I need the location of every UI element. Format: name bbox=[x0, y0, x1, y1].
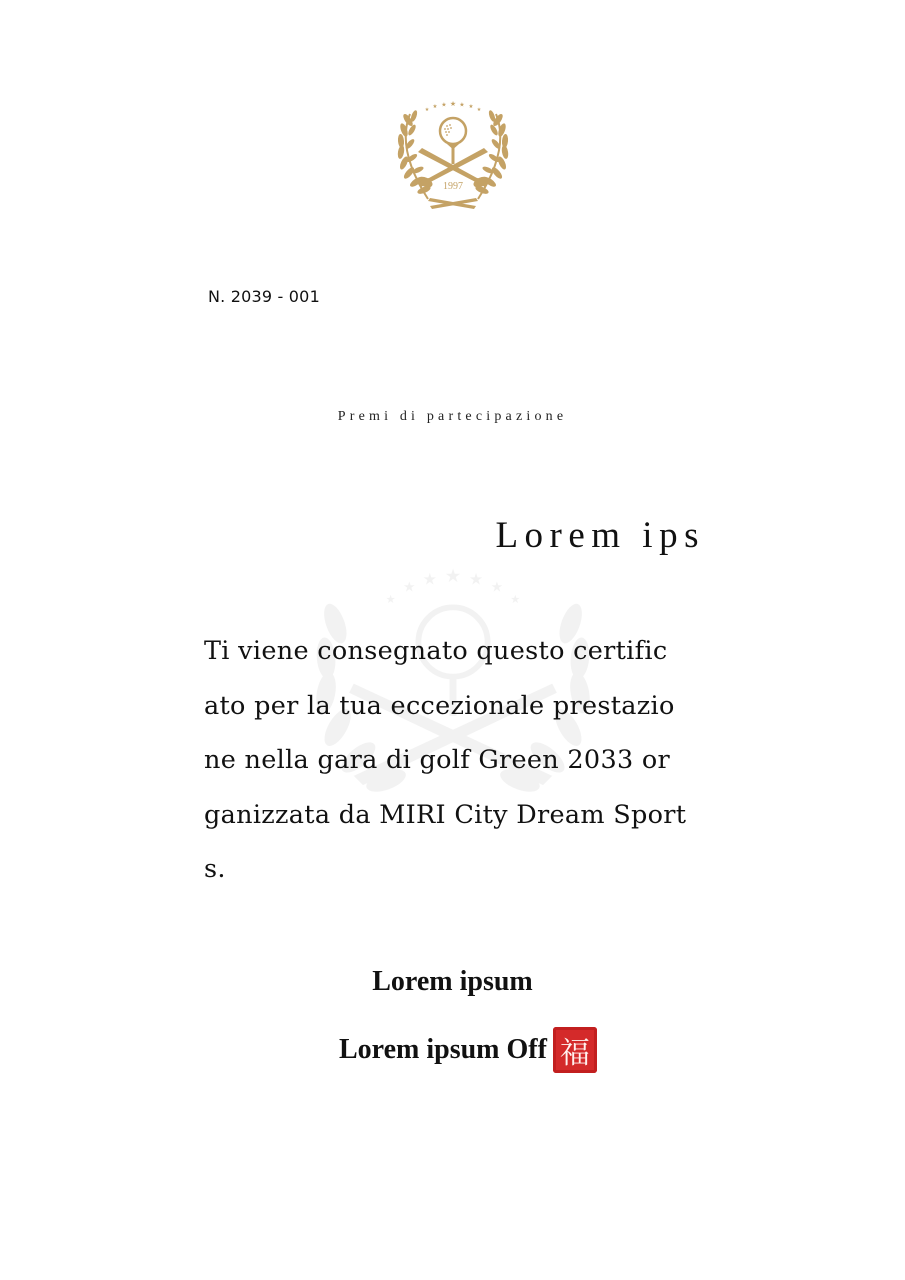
svg-text:★: ★ bbox=[449, 100, 457, 108]
svg-text:★: ★ bbox=[432, 104, 438, 110]
body-line: ganizzata da MIRI City Dream Sport bbox=[204, 799, 687, 830]
svg-text:★: ★ bbox=[510, 591, 521, 606]
svg-text:★: ★ bbox=[422, 569, 438, 589]
signatory-name: Lorem ipsum bbox=[372, 966, 533, 997]
red-seal-stamp-icon: 福 bbox=[553, 1027, 597, 1073]
svg-text:★: ★ bbox=[444, 566, 462, 588]
body-line: ato per la tua eccezionale prestazio bbox=[204, 690, 675, 721]
svg-text:★: ★ bbox=[490, 579, 504, 596]
svg-text:★: ★ bbox=[459, 101, 465, 109]
svg-text:★: ★ bbox=[468, 104, 474, 110]
recipient-name: Lorem ips bbox=[495, 515, 705, 556]
svg-text:★: ★ bbox=[385, 591, 396, 606]
svg-text:★: ★ bbox=[468, 569, 484, 589]
signatory-title: Lorem ipsum Off bbox=[339, 1034, 547, 1065]
certificate-number: N. 2039 - 001 bbox=[208, 287, 320, 306]
certificate-body bbox=[204, 624, 714, 897]
svg-text:★: ★ bbox=[424, 107, 430, 113]
svg-text:1997: 1997 bbox=[443, 181, 463, 192]
svg-text:★: ★ bbox=[476, 107, 482, 113]
golf-laurel-crest-icon bbox=[388, 94, 518, 212]
body-line: s. bbox=[204, 854, 226, 884]
svg-text:★: ★ bbox=[402, 579, 416, 596]
stars-icon bbox=[425, 100, 482, 113]
svg-text:★: ★ bbox=[441, 101, 447, 109]
signatory-title-row bbox=[339, 1027, 597, 1073]
stars-icon bbox=[386, 566, 521, 606]
body-line: ne nella gara di golf Green 2033 or bbox=[204, 745, 671, 775]
body-line: Ti viene consegnato questo certific bbox=[204, 636, 668, 666]
certificate-subtitle: Premi di partecipazione bbox=[337, 409, 568, 424]
